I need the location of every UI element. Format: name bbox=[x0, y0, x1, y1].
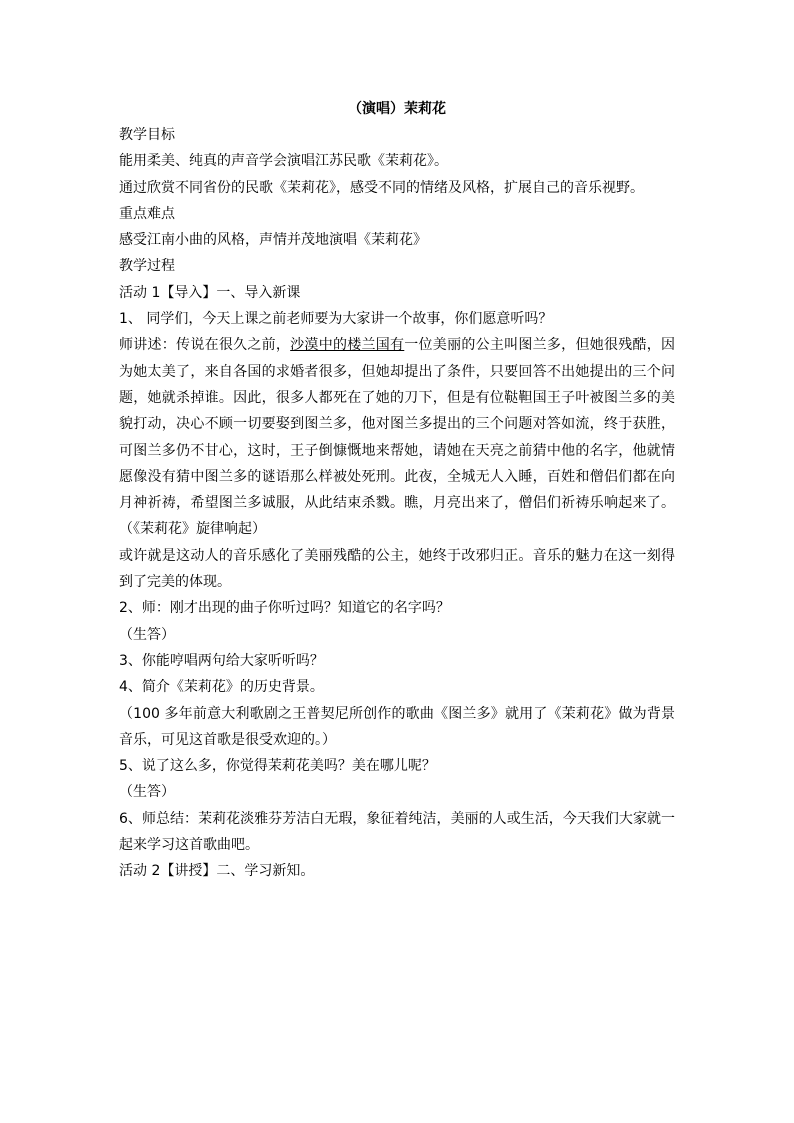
process-step: 6、师总结：茉莉花淡雅芬芳洁白无瑕，象征着纯洁，美丽的人或生活，今天我们大家就一起来学习这首歌曲吧。 bbox=[119, 810, 675, 854]
activity-heading: 活动 1【导入】一、导入新课 bbox=[119, 284, 301, 301]
activity-heading: 活动 2【讲授】二、学习新知。 bbox=[119, 863, 315, 880]
story-underlined-text: 沙漠中的楼兰国有 bbox=[290, 337, 405, 354]
document-title: （演唱）茉莉花 bbox=[348, 101, 446, 117]
process-step: 5、说了这么多，你觉得茉莉花美吗？美在哪儿呢？ bbox=[119, 758, 436, 775]
process-step: 1、 同学们，今天上课之前老师要为大家讲一个故事，你们愿意听吗？ bbox=[119, 311, 553, 328]
objective-item: 能用柔美、纯真的声音学会演唱江苏民歌《茉莉花》。 bbox=[119, 153, 448, 170]
story-paragraph bbox=[119, 332, 675, 542]
background-note: （100 多年前意大利歌剧之王普契尼所创作的歌曲《图兰多》就用了《茉莉花》做为背景音乐，可见这首歌是很受欢迎的。） bbox=[119, 705, 675, 748]
key-point-item: 感受江南小曲的风格，声情并茂地演唱《茉莉花》 bbox=[119, 232, 427, 249]
student-answer-note: （生答） bbox=[119, 784, 175, 801]
process-step: 3、你能哼唱两句给大家听听吗？ bbox=[119, 652, 324, 669]
story-text-rest: 一位美丽的公主叫图兰多，但她很残酷，因为她太美了，来自各国的求婚者很多，但她却提出了条件，只要回答不出她提出的三个问题，她就杀掉谁。因此，很多人都死在了她的刀下，但是有位鞑靼国王子叶被图兰多的美貌打动，决心不顾一切要娶到图兰多，他对图兰多提出的三个问题对答如流，终于获胜，可图兰多仍不甘心，这时，王子倒慷慨地来帮她，请她在天亮之前猜中他的名字，他就情愿像没有猜中图兰多的谜语那么样被处死刑。此夜，全城无人入睡，百姓和僧侣们都在向月神祈祷，希望图兰多诚服，从此结束杀戮。瞧，月亮出来了，僧侣们祈祷乐响起来了。（《茉莉花》旋律响起） bbox=[119, 337, 676, 538]
body-paragraph: 或许就是这动人的音乐感化了美丽残酷的公主，她终于改邪归正。音乐的魅力在这一刻得到了完美的体现。 bbox=[119, 547, 675, 591]
process-step: 2、师：刚才出现的曲子你听过吗？知道它的名字吗？ bbox=[119, 600, 450, 617]
student-answer-note: （生答） bbox=[119, 626, 175, 643]
section-heading-key-points: 重点难点 bbox=[119, 205, 175, 222]
process-step: 4、简介《茉莉花》的历史背景。 bbox=[119, 679, 324, 696]
story-text-start: 师讲述：传说在很久之前， bbox=[119, 337, 291, 354]
section-heading-process: 教学过程 bbox=[119, 258, 175, 275]
document-page bbox=[119, 96, 675, 885]
section-heading-objectives: 教学目标 bbox=[119, 127, 175, 143]
objective-item: 通过欣赏不同省份的民歌《茉莉花》，感受不同的情绪及风格，扩展自己的音乐视野。 bbox=[119, 179, 644, 196]
